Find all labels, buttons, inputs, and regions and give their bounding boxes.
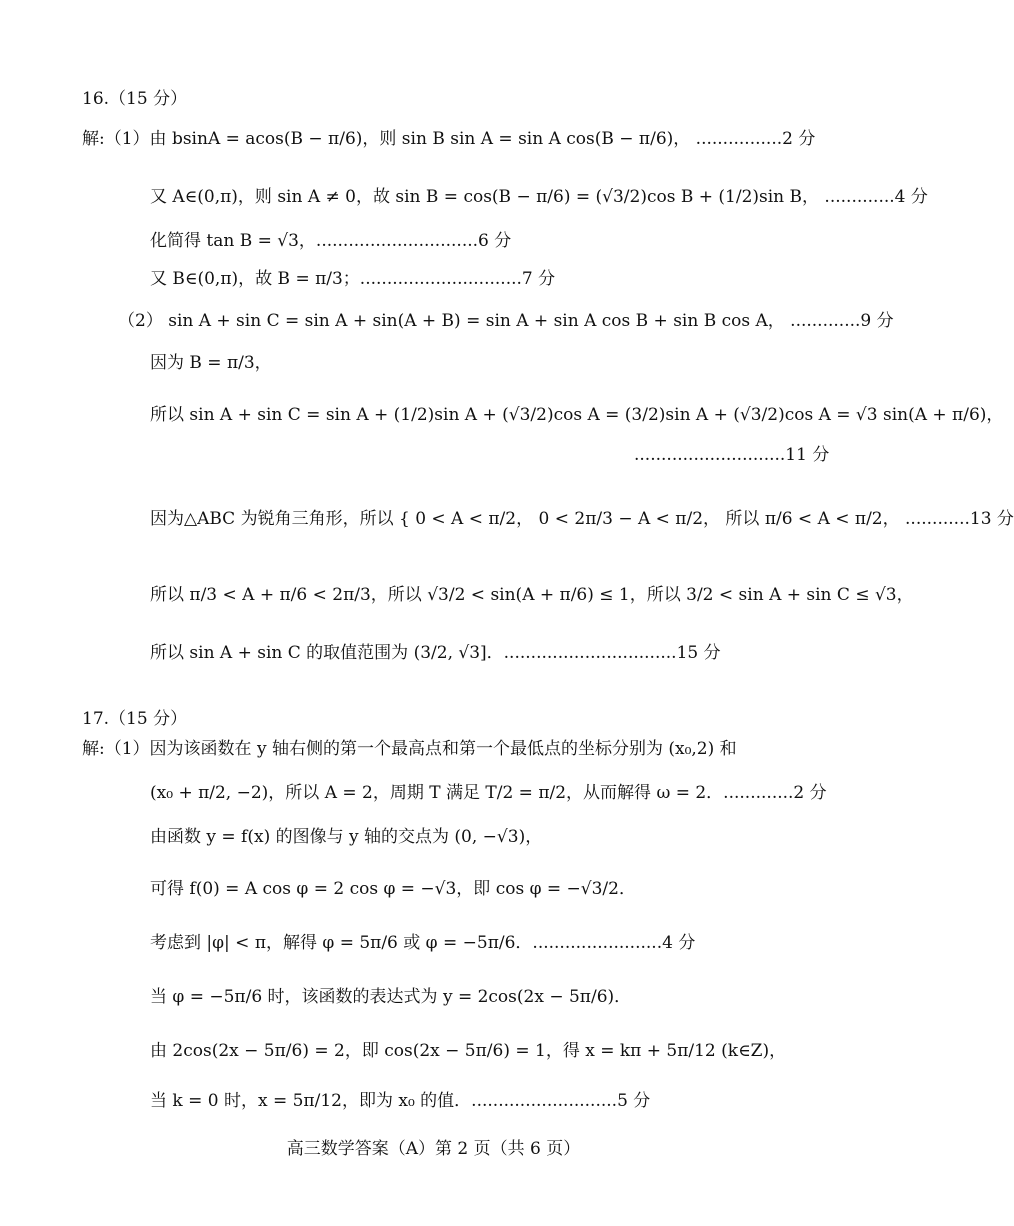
p16-line-2: 又 A∈(0,π)，则 sin A ≠ 0，故 sin B = cos(B − π/6) = (√3/2)cos B + (1/2)sin B， .............4 分 — [150, 187, 928, 207]
p17-line-8: 当 k = 0 时，x = 5π/12，即为 x₀ 的值．...........................5 分 — [150, 1091, 651, 1111]
p17-line-2: (x₀ + π/2, −2)，所以 A = 2，周期 T 满足 T/2 = π/2，从而解得 ω = 2．.............2 分 — [150, 783, 827, 803]
p16-line-6: 因为 B = π/3， — [150, 353, 272, 373]
p16-line-1: 解:（1）由 bsinA = acos(B − π/6)，则 sin B sin A = sin A cos(B − π/6)， ................2 分 — [82, 129, 816, 149]
p17-line-3: 由函数 y = f(x) 的图像与 y 轴的交点为 (0, −√3)， — [150, 827, 543, 847]
p17-line-4: 可得 f(0) = A cos φ = 2 cos φ = −√3，即 cos φ = −√3/2． — [150, 879, 636, 899]
p16-line-4: 又 B∈(0,π)，故 B = π/3；..............................7 分 — [150, 269, 556, 289]
p16-line-10: 所以 π/3 < A + π/6 < 2π/3，所以 √3/2 < sin(A + π/6) ≤ 1，所以 3/2 < sin A + sin C ≤ √3， — [150, 585, 914, 605]
p16-line-5: （2） sin A + sin C = sin A + sin(A + B) = sin A + sin A cos B + sin B cos A， .............9 分 — [118, 311, 894, 331]
p16-line-11: 所以 sin A + sin C 的取值范围为 (3/2, √3]．................................15 分 — [150, 643, 721, 663]
p16-line-3: 化简得 tan B = √3，..............................6 分 — [150, 231, 512, 251]
problem-16-heading: 16.（15 分） — [82, 89, 188, 109]
p17-line-5: 考虑到 |φ| < π，解得 φ = 5π/6 或 φ = −5π/6．........................4 分 — [150, 933, 696, 953]
p16-line-9: 因为△ABC 为锐角三角形，所以 { 0 < A < π/2， 0 < 2π/3 − A < π/2， 所以 π/6 < A < π/2， ............13 分 — [150, 509, 1014, 529]
page-footer: 高三数学答案（A）第 2 页（共 6 页） — [286, 1139, 581, 1159]
p17-line-6: 当 φ = −5π/6 时，该函数的表达式为 y = 2cos(2x − 5π/6)． — [150, 987, 632, 1007]
p17-line-7: 由 2cos(2x − 5π/6) = 2，即 cos(2x − 5π/6) = 1，得 x = kπ + 5π/12 (k∈Z)， — [150, 1041, 787, 1061]
p17-line-1: 解:（1）因为该函数在 y 轴右侧的第一个最高点和第一个最低点的坐标分别为 (x₀,2) 和 — [82, 739, 737, 759]
problem-17-heading: 17.（15 分） — [82, 709, 188, 729]
p16-line-8: ............................11 分 — [634, 445, 830, 465]
p16-line-7: 所以 sin A + sin C = sin A + (1/2)sin A + (√3/2)cos A = (3/2)sin A + (√3/2)cos A = √3 sin(A + π/6)， — [150, 405, 1004, 425]
